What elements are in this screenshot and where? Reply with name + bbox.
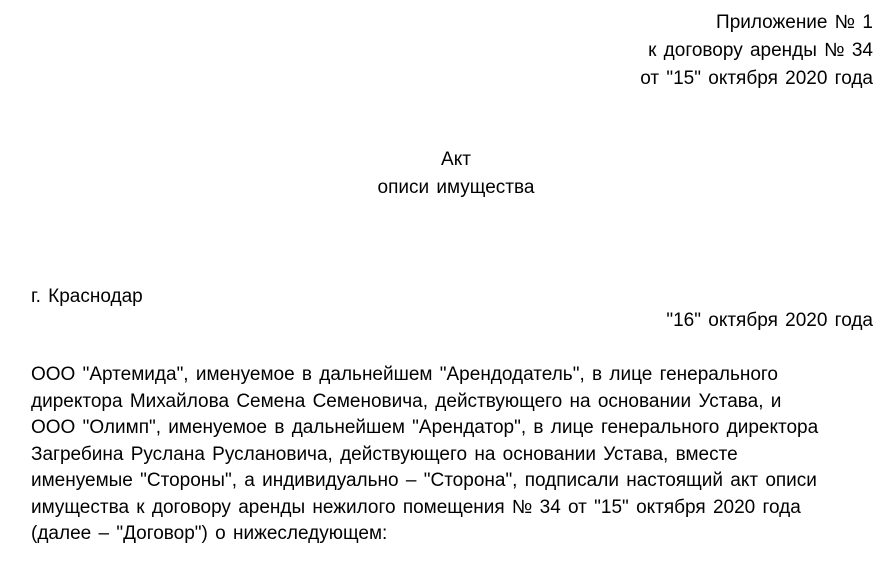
body-line: директора Михайлова Семена Семеновича, действующего на основании Устава, и — [31, 390, 782, 412]
body-line: именуемые "Стороны", а индивидуально – "Сторона", подписали настоящий акт описи — [31, 470, 817, 491]
body-line: ООО "Артемида", именуемое в дальнейшем "Арендодатель", в лице генерального — [31, 364, 778, 385]
body-paragraph — [31, 362, 867, 548]
contract-reference: к договору аренды № 34 — [648, 40, 873, 61]
contract-date: от "15" октября 2020 года — [640, 68, 873, 89]
body-line: имущества к договору аренды нежилого помещения № 34 от "15" октября 2020 года — [31, 496, 801, 518]
place-of-signing: г. Краснодар — [31, 286, 143, 307]
title-act: Акт — [441, 149, 471, 170]
title-subject: описи имущества — [377, 177, 535, 198]
body-line: Загребина Руслана Руслановича, действующего на основании Устава, вместе — [31, 443, 738, 465]
body-line: (далее – "Договор") о нижеследующем: — [31, 523, 388, 544]
body-line: ООО "Олимп", именуемое в дальнейшем "Арендатор", в лице генерального директора — [31, 417, 819, 438]
act-date: "16" октября 2020 года — [666, 310, 873, 331]
appendix-number: Приложение № 1 — [716, 12, 873, 33]
appendix-header — [373, 9, 873, 93]
document-title — [0, 146, 896, 202]
